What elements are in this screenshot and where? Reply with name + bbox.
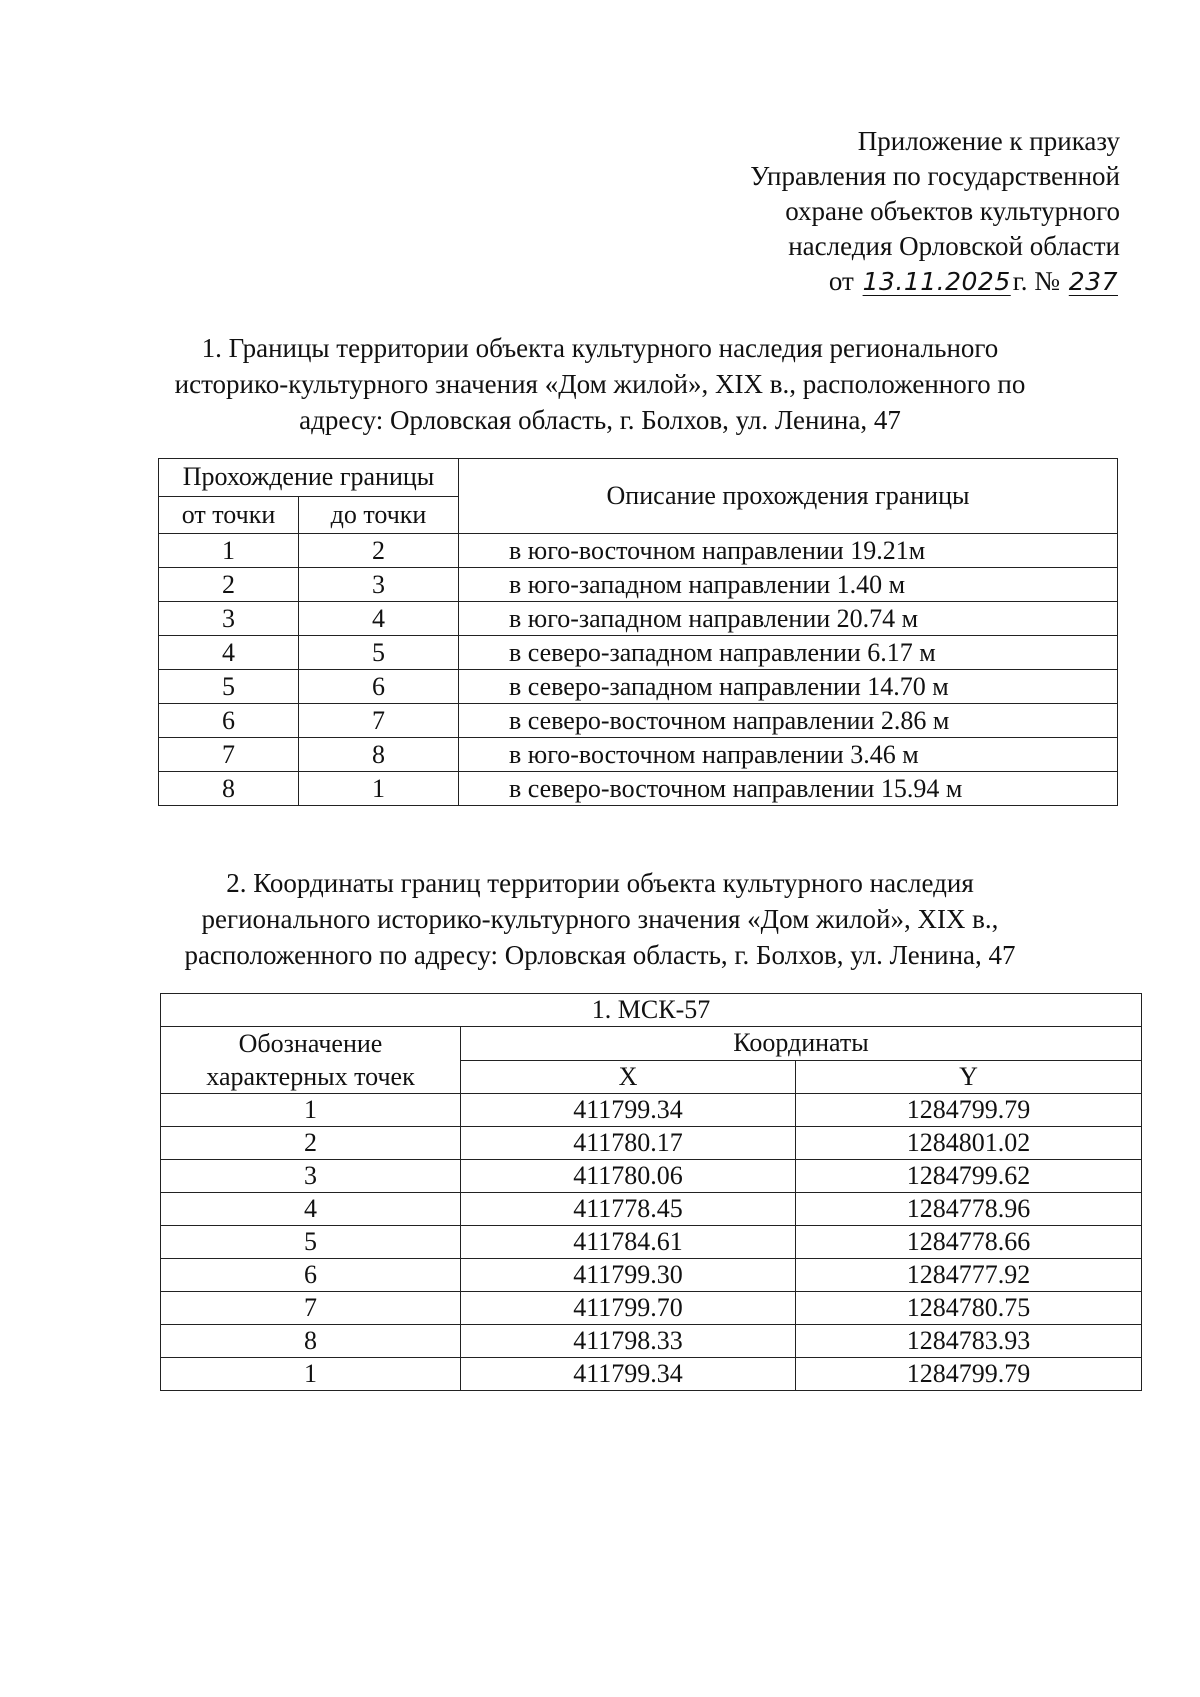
order-date-line	[750, 264, 1120, 299]
description-cell: в юго-восточном направлении 3.46 м	[459, 738, 1118, 772]
y-coordinate-cell: 1284778.66	[796, 1226, 1142, 1259]
coordinate-system-header: 1. МСК-57	[161, 994, 1142, 1027]
y-coordinate-cell: 1284778.96	[796, 1193, 1142, 1226]
table-row	[159, 670, 1118, 704]
to-point-cell: 7	[299, 704, 459, 738]
header-line: Приложение к приказу	[857, 126, 1120, 156]
from-point-cell: 3	[159, 602, 299, 636]
table-row	[161, 1358, 1142, 1391]
header-line: наследия Орловской области	[788, 231, 1120, 261]
y-coordinate-cell: 1284799.79	[796, 1358, 1142, 1391]
boundary-table	[158, 458, 1118, 806]
group-header: Прохождение границы	[159, 459, 459, 497]
description-cell: в северо-восточном направлении 2.86 м	[459, 704, 1118, 738]
to-header: до точки	[299, 496, 459, 534]
table-row	[161, 1226, 1142, 1259]
from-point-cell: 4	[159, 636, 299, 670]
point-cell: 5	[161, 1226, 461, 1259]
point-designation-header	[161, 1027, 461, 1094]
x-coordinate-cell: 411784.61	[461, 1226, 796, 1259]
title-line: историко-культурного значения «Дом жилой», XIX в., расположенного по	[174, 369, 1026, 399]
x-coordinate-cell: 411798.33	[461, 1325, 796, 1358]
table-row	[161, 1160, 1142, 1193]
point-header-line: характерных точек	[206, 1062, 415, 1091]
y-coordinate-cell: 1284783.93	[796, 1325, 1142, 1358]
x-coordinate-cell: 411799.34	[461, 1094, 796, 1127]
from-point-cell: 1	[159, 534, 299, 568]
title-line: 1. Границы территории объекта культурного наследия регионального	[201, 333, 999, 363]
point-header-line: Обозначение	[238, 1029, 383, 1058]
description-cell: в северо-восточном направлении 15.94 м	[459, 772, 1118, 806]
x-coordinate-cell: 411799.34	[461, 1358, 796, 1391]
point-cell: 1	[161, 1094, 461, 1127]
desc-header: Описание прохождения границы	[459, 459, 1118, 534]
point-cell: 3	[161, 1160, 461, 1193]
point-cell: 6	[161, 1259, 461, 1292]
to-point-cell: 3	[299, 568, 459, 602]
handwritten-date: 13.11.2025	[862, 267, 1011, 296]
to-point-cell: 2	[299, 534, 459, 568]
coordinates-header: Координаты	[461, 1027, 1142, 1061]
coordinates-table	[160, 993, 1142, 1391]
description-cell: в юго-восточном направлении 19.21м	[459, 534, 1118, 568]
from-header: от точки	[159, 496, 299, 534]
point-cell: 1	[161, 1358, 461, 1391]
y-coordinate-cell: 1284777.92	[796, 1259, 1142, 1292]
y-coordinate-cell: 1284780.75	[796, 1292, 1142, 1325]
x-coordinate-cell: 411799.70	[461, 1292, 796, 1325]
table-row	[159, 636, 1118, 670]
to-point-cell: 8	[299, 738, 459, 772]
x-header: X	[461, 1060, 796, 1094]
from-point-cell: 5	[159, 670, 299, 704]
x-coordinate-cell: 411780.17	[461, 1127, 796, 1160]
point-cell: 4	[161, 1193, 461, 1226]
table-row	[161, 1292, 1142, 1325]
x-coordinate-cell: 411778.45	[461, 1193, 796, 1226]
table-row	[159, 602, 1118, 636]
to-point-cell: 5	[299, 636, 459, 670]
handwritten-order-number: 237	[1068, 267, 1118, 296]
date-prefix: от	[828, 266, 854, 296]
table-row	[161, 1127, 1142, 1160]
table-row	[161, 1325, 1142, 1358]
appendix-header	[750, 124, 1120, 299]
description-cell: в юго-западном направлении 20.74 м	[459, 602, 1118, 636]
table-row	[159, 534, 1118, 568]
point-cell: 7	[161, 1292, 461, 1325]
from-point-cell: 2	[159, 568, 299, 602]
title-line: расположенного по адресу: Орловская область, г. Болхов, ул. Ленина, 47	[184, 940, 1016, 970]
title-line: 2. Координаты границ территории объекта культурного наследия	[226, 868, 974, 898]
section-2-title	[130, 865, 1070, 973]
point-cell: 2	[161, 1127, 461, 1160]
x-coordinate-cell: 411799.30	[461, 1259, 796, 1292]
y-coordinate-cell: 1284801.02	[796, 1127, 1142, 1160]
header-line: охране объектов культурного	[785, 196, 1120, 226]
title-line: адресу: Орловская область, г. Болхов, ул. Ленина, 47	[299, 405, 901, 435]
description-cell: в северо-западном направлении 14.70 м	[459, 670, 1118, 704]
table-row	[161, 1193, 1142, 1226]
description-cell: в юго-западном направлении 1.40 м	[459, 568, 1118, 602]
table-row	[159, 738, 1118, 772]
table-row	[159, 704, 1118, 738]
y-header: Y	[796, 1060, 1142, 1094]
table-row	[161, 1094, 1142, 1127]
title-line: регионального историко-культурного значения «Дом жилой», XIX в.,	[201, 904, 999, 934]
table-row	[161, 1259, 1142, 1292]
from-point-cell: 6	[159, 704, 299, 738]
from-point-cell: 7	[159, 738, 299, 772]
date-suffix: г. №	[1012, 266, 1061, 296]
table-row	[159, 772, 1118, 806]
from-point-cell: 8	[159, 772, 299, 806]
x-coordinate-cell: 411780.06	[461, 1160, 796, 1193]
y-coordinate-cell: 1284799.62	[796, 1160, 1142, 1193]
point-cell: 8	[161, 1325, 461, 1358]
to-point-cell: 1	[299, 772, 459, 806]
to-point-cell: 4	[299, 602, 459, 636]
header-line: Управления по государственной	[750, 161, 1120, 191]
description-cell: в северо-западном направлении 6.17 м	[459, 636, 1118, 670]
y-coordinate-cell: 1284799.79	[796, 1094, 1142, 1127]
table-row	[159, 568, 1118, 602]
to-point-cell: 6	[299, 670, 459, 704]
section-1-title	[130, 330, 1070, 438]
